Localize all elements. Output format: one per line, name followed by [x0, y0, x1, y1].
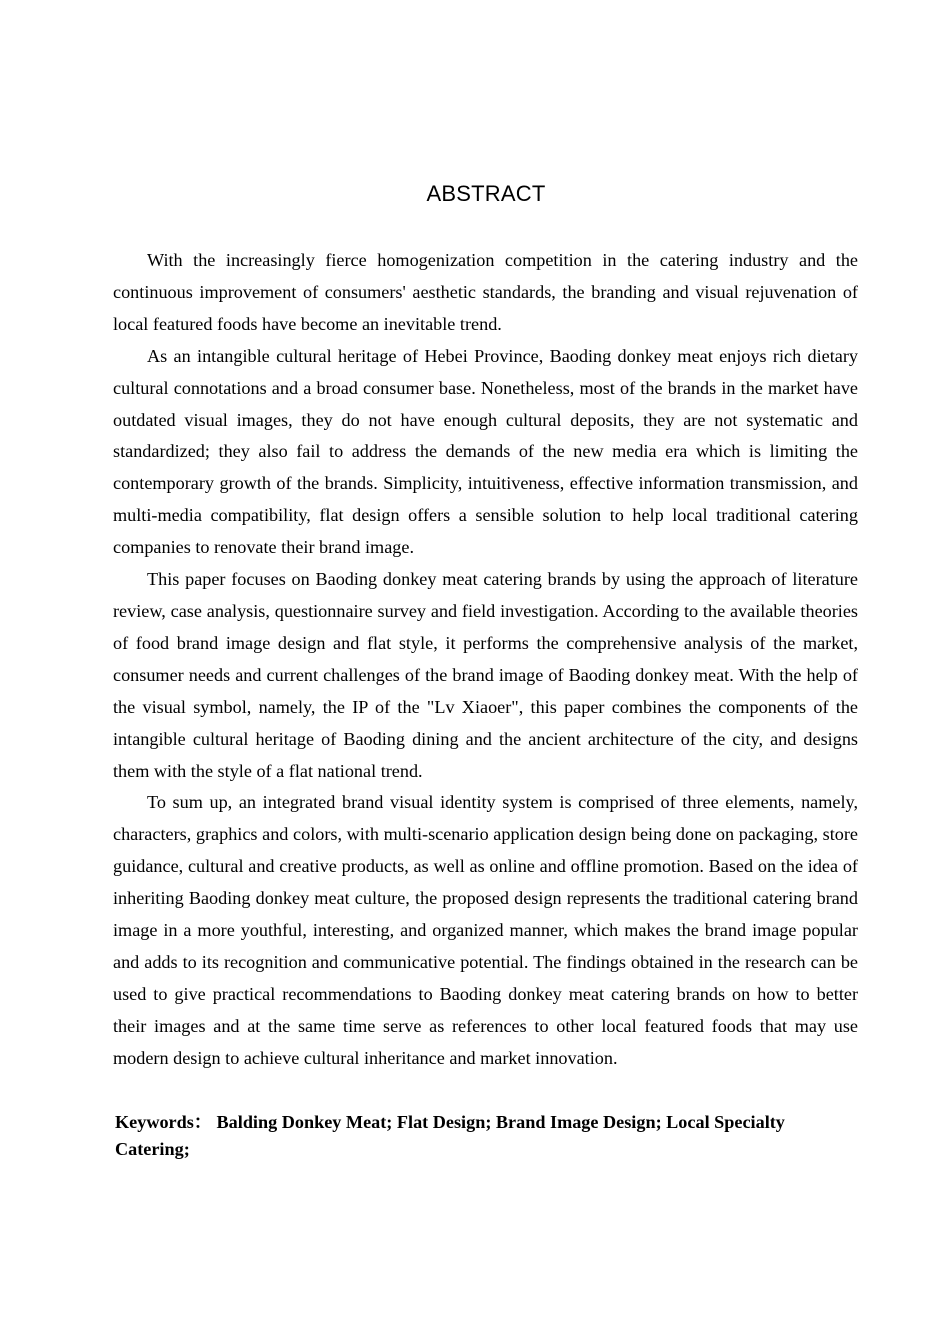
abstract-paragraph-3: This paper focuses on Baoding donkey meat catering brands by using the approach of literature review, case analysis, questionnaire survey and field investigation. According to the available theories of food brand image design and flat style, it performs the comprehensive analysis of the market, consumer needs and current challenges of the brand image of Baoding donkey meat. With the help of the visual symbol, namely, the IP of the "Lv Xiaoer", this paper combines the components of the intangible cultural heritage of Baoding dining and the ancient architecture of the city, and designs them with the style of a flat national trend.	[113, 569, 858, 781]
abstract-paragraph-2: As an intangible cultural heritage of Hebei Province, Baoding donkey meat enjoys rich dietary cultural connotations and a broad consumer base. Nonetheless, most of the brands in the market have outdated visual images, they do not have enough cultural deposits, they are not systematic and standardized; they also fail to address the demands of the new media era which is limiting the contemporary growth of the brands. Simplicity, intuitiveness, effective information transmission, and multi-media compatibility, flat design offers a sensible solution to help local traditional catering companies to renovate their brand image.	[113, 345, 858, 558]
abstract-body	[113, 245, 858, 1075]
keywords-line: Keywords： Balding Donkey Meat; Flat Design; Brand Image Design; Local Specialty Catering;	[115, 1112, 785, 1159]
abstract-paragraph-1: With the increasingly fierce homogenization competition in the catering industry and the continuous improvement of consumers' aesthetic standards, the branding and visual rejuvenation of local featured foods have become an inevitable trend.	[113, 250, 858, 334]
abstract-paragraph-4: To sum up, an integrated brand visual identity system is comprised of three elements, namely, characters, graphics and colors, with multi-scenario application design being done on packaging, store guidance, cultural and creative products, as well as online and offline promotion. Based on the idea of inheriting Baoding donkey meat culture, the proposed design represents the traditional catering brand image in a more youthful, interesting, and organized manner, which makes the brand image popular and adds to its recognition and communicative potential. The findings obtained in the research can be used to give practical recommendations to Baoding donkey meat catering brands on how to better their images and at the same time serve as references to other local featured foods that may use modern design to achieve cultural inheritance and market innovation.	[113, 792, 858, 1068]
abstract-heading: ABSTRACT	[426, 181, 546, 206]
